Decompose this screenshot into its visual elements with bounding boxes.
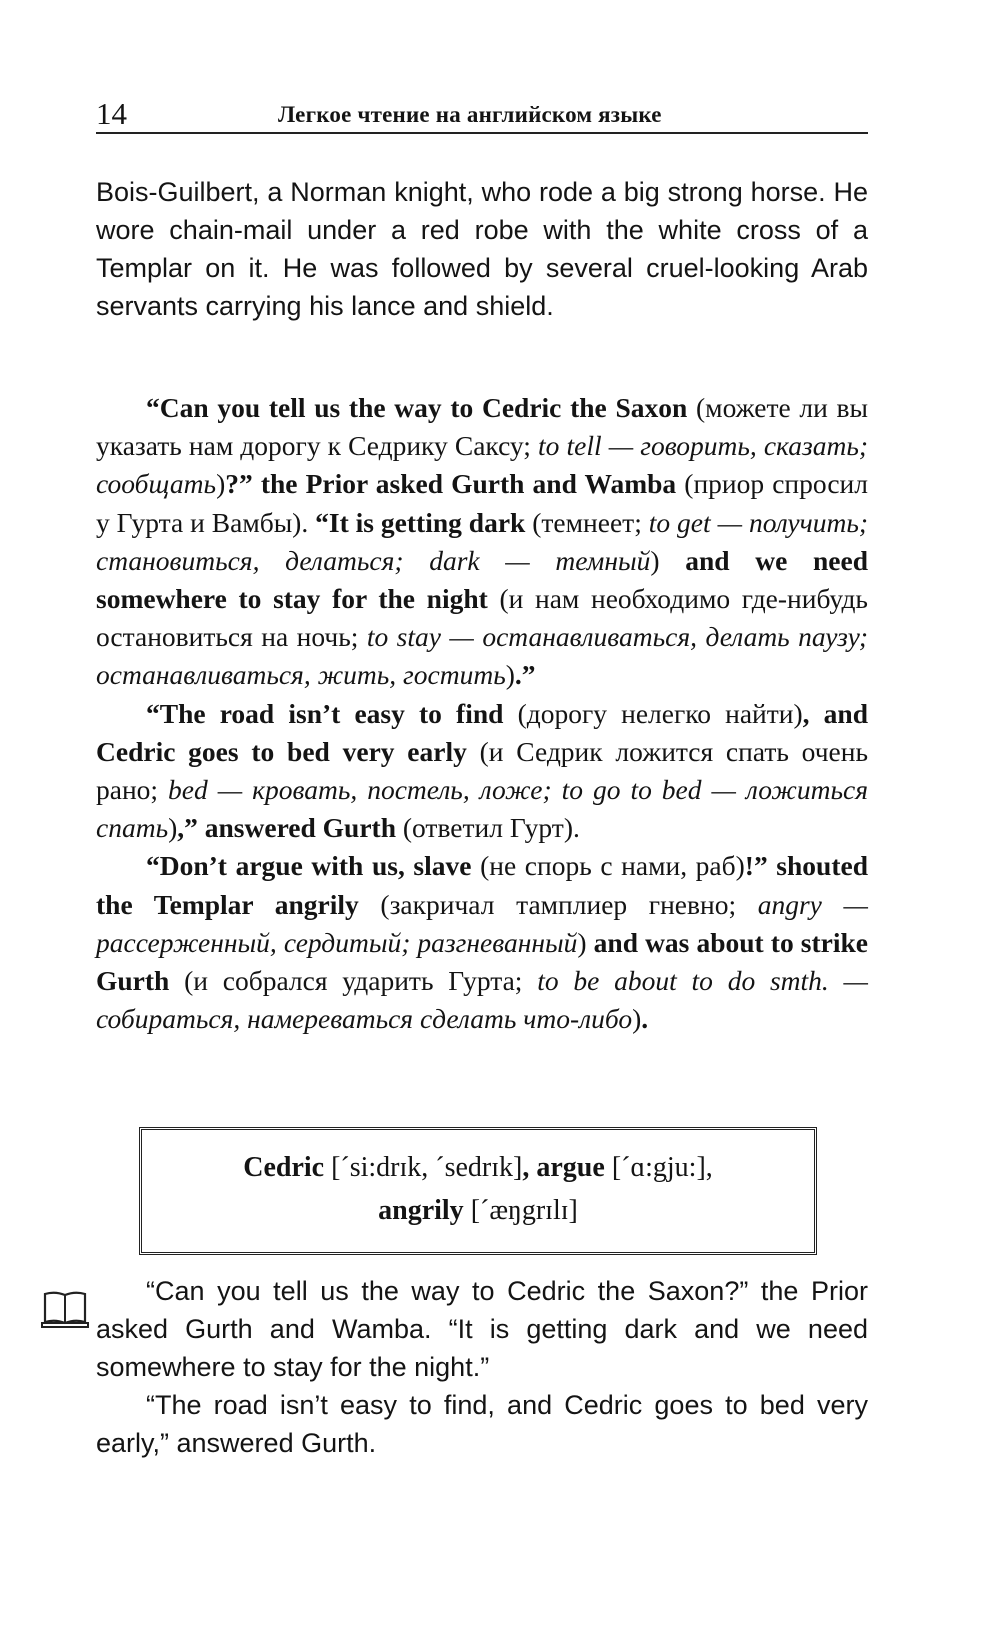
bold-english-fragment: , and Cedric goes to bed very early [96, 697, 869, 767]
pron-transcription-argue: [ˊɑ:gju:], [604, 1152, 713, 1183]
russian-translation: (ответил Гурт). [396, 812, 580, 844]
open-book-icon [40, 1289, 90, 1329]
annotated-paragraph-1 [96, 389, 868, 695]
italic-gloss: to be about to do smth. — собираться, намереваться сделать что-либо [96, 965, 869, 1035]
bold-english-fragment: “It is getting dark [315, 506, 526, 538]
bold-english-fragment: ,” answered Gurth [177, 812, 397, 844]
running-title: Легкое чтение на английском языке [278, 102, 662, 127]
pronunciation-line-2 [142, 1189, 814, 1232]
pron-transcription-angrily: [ˊæŋgrɪlɪ] [463, 1195, 578, 1226]
annotated-paragraph-2 [96, 695, 868, 848]
pronunciation-box [139, 1127, 817, 1255]
annotated-paragraph-3 [96, 847, 868, 1038]
annotated-text [96, 389, 868, 1038]
plain-paragraph-2: “The road isn’t easy to find, and Cedric goes to bed very early,” answered Gurth. [96, 1390, 868, 1458]
russian-translation: (темнеет; [525, 506, 649, 538]
bold-english-fragment: “Don’t argue with us, slave [146, 850, 472, 882]
russian-translation: ) [216, 468, 226, 500]
russian-translation: (дорогу нелегко найти) [503, 697, 803, 729]
russian-translation: (и нам необходимо где-нибудь остановиться на ночь; [96, 583, 868, 653]
italic-gloss: bed — кровать, постель, ложе; to go to bed — ложиться спать [96, 774, 868, 844]
russian-translation: (можете ли вы указать нам дорогу к Седрику Саксу; [96, 392, 869, 462]
russian-translation: (приор спросил у Гурта и Вамбы). [96, 468, 868, 538]
bold-english-fragment: ?” the Prior asked Gurth and Wamba [225, 468, 677, 500]
italic-gloss: to get — получить; становиться, делаться; dark — темный [96, 506, 868, 576]
bold-english-fragment: “Can you tell us the way to Cedric the Saxon [146, 392, 688, 423]
italic-gloss: angry — рассерженный, сердитый; разгневанный [96, 888, 868, 958]
russian-translation: ) [168, 812, 178, 844]
bold-english-fragment: !” shouted the Templar angrily [96, 850, 869, 920]
top-paragraph: Bois-Guilbert, a Norman knight, who rode a big strong horse. He wore chain-mail under a red robe with the white cross of a Templar on it. He was followed by several cruel-looking Arab servants carrying his lance and shield. [96, 177, 868, 321]
plain-text-block [96, 1272, 868, 1462]
bold-english-fragment: .” [514, 659, 536, 691]
page-number: 14 [96, 96, 127, 131]
russian-translation: (и Седрик ложится спать очень рано; [96, 735, 868, 806]
pron-word-argue: , argue [522, 1152, 605, 1183]
page-header [96, 96, 868, 134]
top-paragraph-block [96, 173, 868, 325]
russian-translation: (не спорь с нами, раб) [471, 850, 745, 882]
plain-paragraph-1: “Can you tell us the way to Cedric the Saxon?” the Prior asked Gurth and Wamba. “It is getting dark and we need somewhere to stay for the night.” [96, 1276, 868, 1382]
italic-gloss: to tell — говорить, сказать; сообщать [96, 430, 868, 500]
bold-english-fragment: and was about to strike Gurth [96, 926, 868, 997]
pron-transcription-cedric: [ˊsi:drɪk, ˊsedrɪk] [324, 1152, 523, 1183]
russian-translation: (закричал тамплиер гневно; [358, 888, 758, 920]
russian-translation: (и собрался ударить Гурта; [169, 965, 538, 997]
pron-word-angrily: angrily [378, 1195, 464, 1226]
russian-translation: ) [650, 544, 686, 576]
russian-translation: ) [505, 659, 515, 691]
italic-gloss: to stay — останавливаться, делать паузу; останавливаться, жить, гостить [96, 621, 868, 691]
pron-word-cedric: Cedric [243, 1152, 325, 1183]
russian-translation: ) [577, 926, 594, 958]
bold-english-fragment: . [641, 1003, 649, 1035]
pronunciation-line-1 [142, 1146, 814, 1189]
bold-english-fragment: “The road isn’t easy to find [146, 697, 504, 729]
russian-translation: ) [632, 1003, 642, 1035]
bold-english-fragment: and we need somewhere to stay for the night [96, 544, 868, 615]
